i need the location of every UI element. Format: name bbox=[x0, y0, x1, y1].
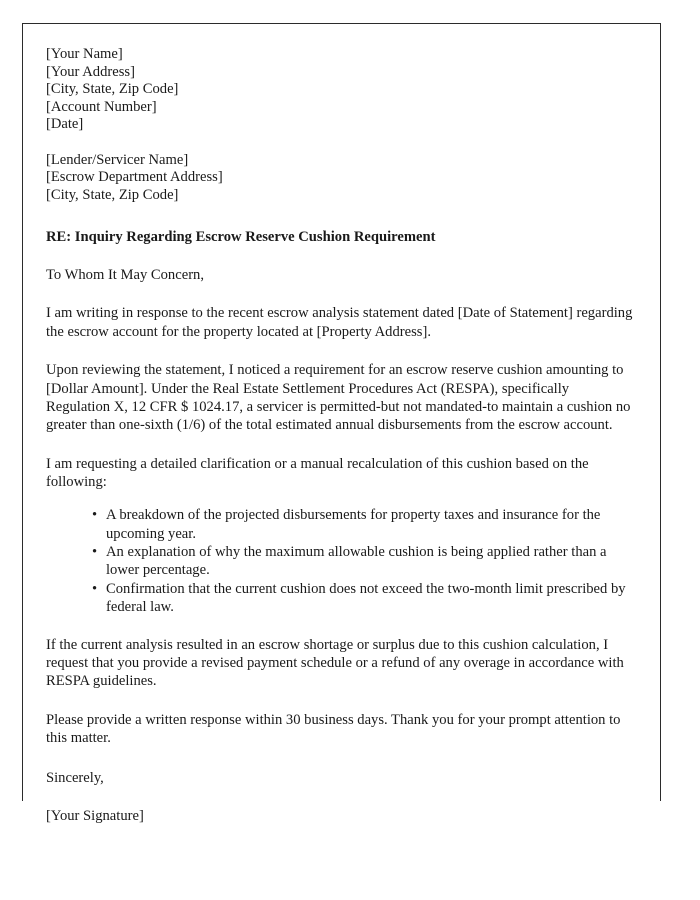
recipient-name: [Lender/Servicer Name] bbox=[46, 151, 189, 168]
list-item bbox=[92, 543, 636, 580]
recipient-department: [Escrow Department Address] bbox=[46, 169, 223, 186]
paragraph-request-intro: I am requesting a detailed clarification or a manual recalculation of this cushion based on the following: bbox=[46, 455, 589, 491]
sender-account-number: [Account Number] bbox=[46, 98, 157, 115]
paragraph-shortage-surplus: If the current analysis resulted in an escrow shortage or surplus due to this cushion calculation, I request that you provide a revised payment schedule or a refund of any overage in accordance with RESPA guidelines. bbox=[46, 636, 624, 690]
paragraph-respa-citation: Upon reviewing the statement, I noticed a requirement for an escrow reserve cushion amounting to [Dollar Amount]. Under the Real Estate Settlement Procedures Act (RESPA), specifically Regulation X, 12 CFR $ 1024.17, a servicer is permitted-but not mandated-to maintain a cushion no greater than one-sixth (1/6) of the total estimated annual disbursements from the escrow account. bbox=[46, 362, 631, 434]
list-item-text: An explanation of why the maximum allowable cushion is being applied rather than a lower percentage. bbox=[106, 544, 607, 579]
bullet-point-icon: • bbox=[92, 544, 98, 560]
salutation: To Whom It May Concern, bbox=[46, 267, 204, 284]
letter-content bbox=[23, 24, 660, 825]
list-item bbox=[92, 506, 636, 543]
sender-name: [Your Name] bbox=[46, 46, 123, 62]
signature-placeholder: [Your Signature] bbox=[46, 807, 144, 824]
sender-street: [Your Address] bbox=[46, 63, 135, 80]
request-bullet-list bbox=[46, 506, 636, 616]
closing-salutation: Sincerely, bbox=[46, 769, 104, 786]
paragraph-response-request: Please provide a written response within 30 business days. Thank you for your prompt attention to this matter. bbox=[46, 711, 621, 747]
letter-page bbox=[22, 23, 661, 824]
recipient-city-state-zip: [City, State, Zip Code] bbox=[46, 186, 179, 203]
letter-date: [Date] bbox=[46, 116, 84, 133]
list-item bbox=[92, 580, 636, 617]
list-item-text: Confirmation that the current cushion does not exceed the two-month limit prescribed by federal law. bbox=[106, 580, 626, 616]
paragraph-intro: I am writing in response to the recent escrow analysis statement dated [Date of Statement] regarding the escrow account for the property located at [Property Address]. bbox=[46, 305, 633, 340]
subject-line: RE: Inquiry Regarding Escrow Reserve Cushion Requirement bbox=[46, 229, 436, 246]
sender-address-block bbox=[46, 46, 636, 134]
address-block-spacer bbox=[46, 134, 636, 152]
bullet-point-icon: • bbox=[92, 507, 98, 524]
list-item-text: A breakdown of the projected disbursements for property taxes and insurance for the upcoming year. bbox=[106, 507, 601, 542]
recipient-address-block bbox=[46, 152, 636, 205]
sender-city-state-zip: [City, State, Zip Code] bbox=[46, 81, 179, 98]
bullet-point-icon: • bbox=[92, 580, 98, 597]
